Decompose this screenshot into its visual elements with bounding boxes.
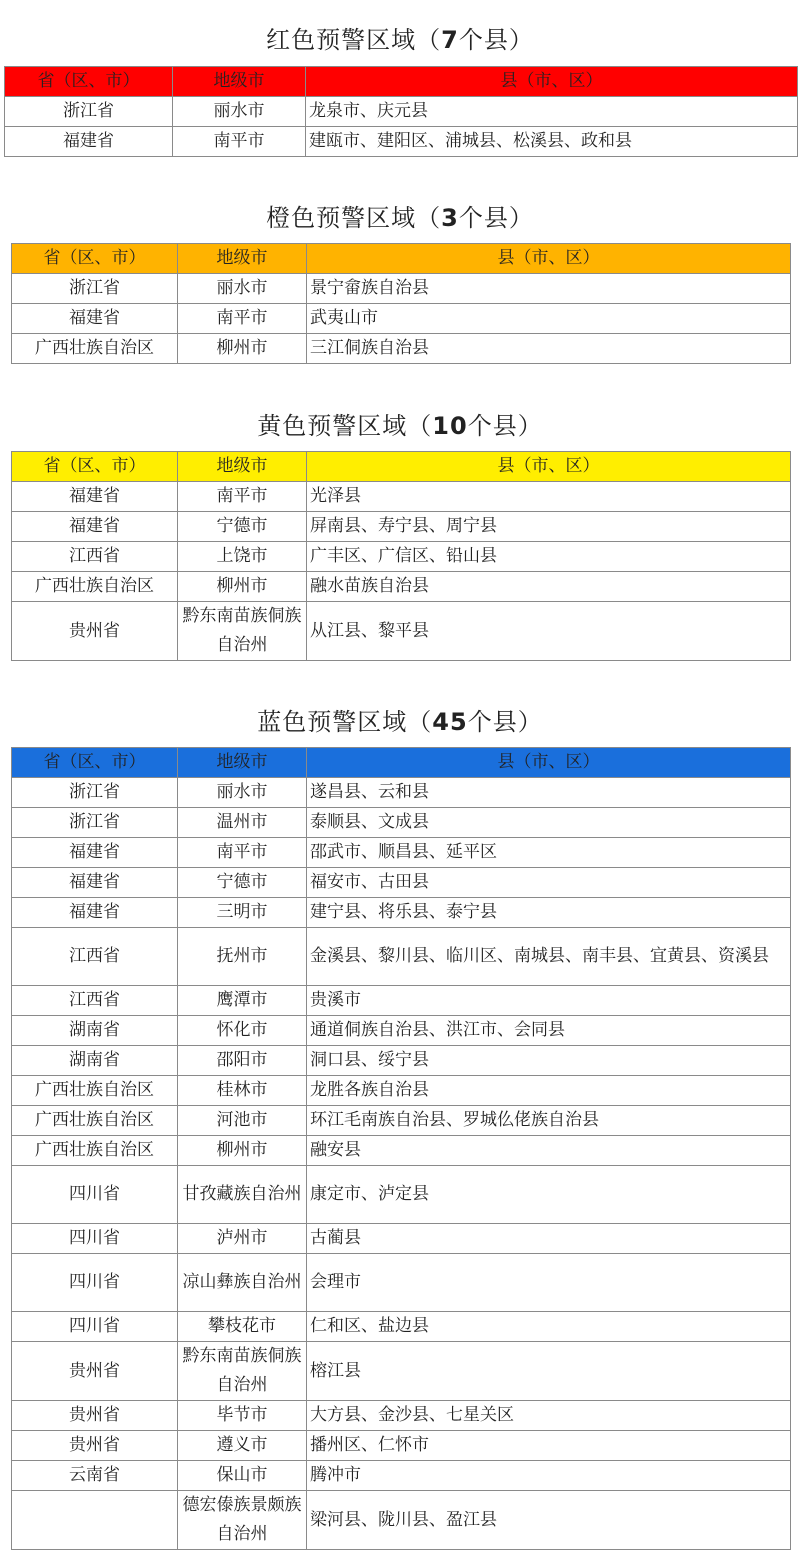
city-cell: 遵义市 [178, 1431, 307, 1461]
header-city: 地级市 [173, 67, 306, 97]
counties-cell: 金溪县、黎川县、临川区、南城县、南丰县、宜黄县、资溪县 [307, 928, 791, 986]
header-province: 省（区、市） [12, 748, 178, 778]
header-province: 省（区、市） [12, 452, 178, 482]
city-cell: 丽水市 [178, 274, 307, 304]
city-cell: 黔东南苗族侗族自治州 [178, 1342, 307, 1401]
table-row [12, 602, 791, 661]
province-cell: 广西壮族自治区 [12, 334, 178, 364]
counties-cell: 通道侗族自治县、洪江市、会同县 [307, 1016, 791, 1046]
counties-cell: 榕江县 [307, 1342, 791, 1401]
table-row [12, 868, 791, 898]
yellow-title-prefix: 黄色预警区域（ [257, 412, 433, 440]
counties-cell: 福安市、古田县 [307, 868, 791, 898]
city-cell: 南平市 [178, 838, 307, 868]
province-cell: 贵州省 [12, 602, 178, 661]
city-cell: 三明市 [178, 898, 307, 928]
yellow-warning-table [11, 451, 791, 661]
red-title-prefix: 红色预警区域（ [266, 26, 442, 54]
counties-cell: 大方县、金沙县、七星关区 [307, 1401, 791, 1431]
blue-section-title [0, 702, 800, 737]
orange-title-prefix: 橙色预警区域（ [266, 204, 442, 232]
red-title-count: 7 [441, 26, 459, 54]
counties-cell: 邵武市、顺昌县、延平区 [307, 838, 791, 868]
counties-cell: 洞口县、绥宁县 [307, 1046, 791, 1076]
orange-warning-table [11, 243, 791, 364]
city-cell: 怀化市 [178, 1016, 307, 1046]
header-counties: 县（市、区） [306, 67, 798, 97]
table-row [12, 1312, 791, 1342]
header-city: 地级市 [178, 244, 307, 274]
table-row [12, 542, 791, 572]
counties-cell: 屏南县、寿宁县、周宁县 [307, 512, 791, 542]
blue-title-count: 45 [432, 708, 468, 736]
province-cell: 浙江省 [12, 808, 178, 838]
red-table-header [5, 67, 798, 97]
table-row [12, 482, 791, 512]
province-cell [12, 1491, 178, 1550]
province-cell: 贵州省 [12, 1342, 178, 1401]
province-cell: 四川省 [12, 1312, 178, 1342]
province-cell: 湖南省 [12, 1046, 178, 1076]
table-row [12, 838, 791, 868]
counties-cell: 融水苗族自治县 [307, 572, 791, 602]
counties-cell: 景宁畲族自治县 [307, 274, 791, 304]
table-row [12, 1254, 791, 1312]
city-cell: 南平市 [178, 482, 307, 512]
city-cell: 桂林市 [178, 1076, 307, 1106]
table-row [12, 1342, 791, 1401]
province-cell: 四川省 [12, 1254, 178, 1312]
city-cell: 黔东南苗族侗族自治州 [178, 602, 307, 661]
blue-title-suffix: 个县） [467, 708, 543, 736]
province-cell: 浙江省 [12, 778, 178, 808]
city-cell: 邵阳市 [178, 1046, 307, 1076]
province-cell: 浙江省 [5, 97, 173, 127]
red-section-title [0, 20, 800, 55]
counties-cell: 龙胜各族自治县 [307, 1076, 791, 1106]
city-cell: 南平市 [173, 127, 306, 157]
header-province: 省（区、市） [5, 67, 173, 97]
city-cell: 凉山彝族自治州 [178, 1254, 307, 1312]
table-row [12, 778, 791, 808]
province-cell: 福建省 [12, 898, 178, 928]
table-row [12, 572, 791, 602]
header-city: 地级市 [178, 452, 307, 482]
city-cell: 泸州市 [178, 1224, 307, 1254]
table-row [5, 97, 798, 127]
city-cell: 攀枝花市 [178, 1312, 307, 1342]
table-row [12, 512, 791, 542]
header-counties: 县（市、区） [307, 452, 791, 482]
orange-title-count: 3 [441, 204, 459, 232]
city-cell: 宁德市 [178, 512, 307, 542]
table-row [12, 986, 791, 1016]
orange-table-header [12, 244, 791, 274]
city-cell: 柳州市 [178, 334, 307, 364]
counties-cell: 从江县、黎平县 [307, 602, 791, 661]
province-cell: 江西省 [12, 986, 178, 1016]
province-cell: 福建省 [12, 838, 178, 868]
counties-cell: 广丰区、广信区、铅山县 [307, 542, 791, 572]
province-cell: 福建省 [12, 868, 178, 898]
province-cell: 云南省 [12, 1461, 178, 1491]
counties-cell: 贵溪市 [307, 986, 791, 1016]
table-row [12, 1136, 791, 1166]
province-cell: 福建省 [12, 512, 178, 542]
city-cell: 鹰潭市 [178, 986, 307, 1016]
table-row [12, 1431, 791, 1461]
province-cell: 江西省 [12, 928, 178, 986]
city-cell: 丽水市 [173, 97, 306, 127]
province-cell: 广西壮族自治区 [12, 1106, 178, 1136]
counties-cell: 龙泉市、庆元县 [306, 97, 798, 127]
counties-cell: 建瓯市、建阳区、浦城县、松溪县、政和县 [306, 127, 798, 157]
red-title-suffix: 个县） [458, 26, 534, 54]
table-row [12, 1016, 791, 1046]
counties-cell: 融安县 [307, 1136, 791, 1166]
province-cell: 四川省 [12, 1166, 178, 1224]
table-row [12, 1461, 791, 1491]
header-province: 省（区、市） [12, 244, 178, 274]
province-cell: 广西壮族自治区 [12, 1076, 178, 1106]
table-row [12, 1166, 791, 1224]
counties-cell: 光泽县 [307, 482, 791, 512]
province-cell: 四川省 [12, 1224, 178, 1254]
blue-title-prefix: 蓝色预警区域（ [257, 708, 433, 736]
table-row [12, 274, 791, 304]
table-row [12, 304, 791, 334]
table-row [12, 928, 791, 986]
header-city: 地级市 [178, 748, 307, 778]
table-row [12, 334, 791, 364]
city-cell: 保山市 [178, 1461, 307, 1491]
province-cell: 贵州省 [12, 1401, 178, 1431]
province-cell: 广西壮族自治区 [12, 572, 178, 602]
city-cell: 宁德市 [178, 868, 307, 898]
table-row [12, 898, 791, 928]
counties-cell: 会理市 [307, 1254, 791, 1312]
counties-cell: 遂昌县、云和县 [307, 778, 791, 808]
orange-section-title [0, 198, 800, 233]
header-counties: 县（市、区） [307, 748, 791, 778]
province-cell: 江西省 [12, 542, 178, 572]
province-cell: 福建省 [12, 304, 178, 334]
counties-cell: 泰顺县、文成县 [307, 808, 791, 838]
counties-cell: 仁和区、盐边县 [307, 1312, 791, 1342]
city-cell: 柳州市 [178, 572, 307, 602]
table-row [12, 1076, 791, 1106]
yellow-title-count: 10 [432, 412, 468, 440]
blue-warning-table [11, 747, 791, 1550]
city-cell: 柳州市 [178, 1136, 307, 1166]
province-cell: 广西壮族自治区 [12, 1136, 178, 1166]
province-cell: 湖南省 [12, 1016, 178, 1046]
yellow-section-title [0, 406, 800, 441]
yellow-table-header [12, 452, 791, 482]
city-cell: 毕节市 [178, 1401, 307, 1431]
table-row [12, 1401, 791, 1431]
city-cell: 抚州市 [178, 928, 307, 986]
counties-cell: 梁河县、陇川县、盈江县 [307, 1491, 791, 1550]
city-cell: 河池市 [178, 1106, 307, 1136]
table-row [12, 1106, 791, 1136]
city-cell: 南平市 [178, 304, 307, 334]
city-cell: 德宏傣族景颇族自治州 [178, 1491, 307, 1550]
counties-cell: 古蔺县 [307, 1224, 791, 1254]
header-counties: 县（市、区） [307, 244, 791, 274]
province-cell: 贵州省 [12, 1431, 178, 1461]
counties-cell: 康定市、泸定县 [307, 1166, 791, 1224]
counties-cell: 三江侗族自治县 [307, 334, 791, 364]
province-cell: 福建省 [12, 482, 178, 512]
orange-title-suffix: 个县） [458, 204, 534, 232]
province-cell: 浙江省 [12, 274, 178, 304]
city-cell: 甘孜藏族自治州 [178, 1166, 307, 1224]
counties-cell: 环江毛南族自治县、罗城仫佬族自治县 [307, 1106, 791, 1136]
red-warning-table [4, 66, 798, 157]
counties-cell: 武夷山市 [307, 304, 791, 334]
table-row [12, 1224, 791, 1254]
city-cell: 丽水市 [178, 778, 307, 808]
counties-cell: 播州区、仁怀市 [307, 1431, 791, 1461]
city-cell: 上饶市 [178, 542, 307, 572]
table-row [5, 127, 798, 157]
counties-cell: 建宁县、将乐县、泰宁县 [307, 898, 791, 928]
yellow-title-suffix: 个县） [467, 412, 543, 440]
table-row [12, 1491, 791, 1550]
table-row [12, 1046, 791, 1076]
table-row [12, 808, 791, 838]
blue-table-header [12, 748, 791, 778]
province-cell: 福建省 [5, 127, 173, 157]
counties-cell: 腾冲市 [307, 1461, 791, 1491]
city-cell: 温州市 [178, 808, 307, 838]
